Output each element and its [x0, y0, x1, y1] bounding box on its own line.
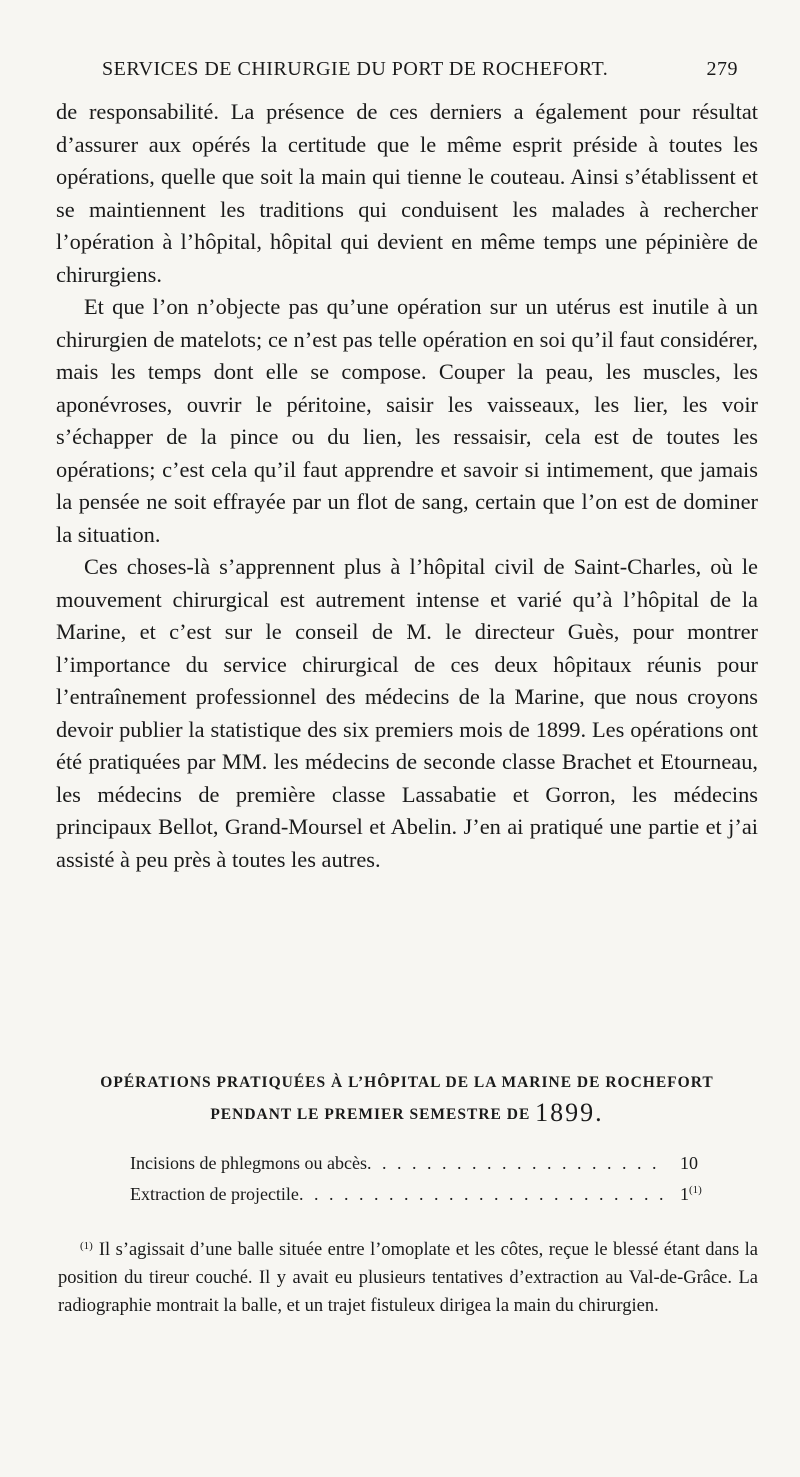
running-head: [62, 58, 738, 88]
operation-count: [666, 1177, 740, 1208]
dot-leader: [367, 1150, 666, 1177]
table-title: [56, 1068, 758, 1130]
operation-label: Incisions de phlegmons ou abcès: [130, 1153, 367, 1173]
operation-count-value: 1: [680, 1184, 689, 1204]
table-title-year: 1899.: [535, 1098, 604, 1127]
list-item: [130, 1177, 740, 1208]
operation-count-value: 10: [680, 1153, 698, 1173]
operations-list: [130, 1150, 740, 1208]
footnote: [58, 1232, 758, 1320]
footnote-paragraph: [58, 1232, 758, 1320]
body-text: [56, 96, 758, 876]
table-title-line-1: OPÉRATIONS PRATIQUÉES À L’HÔPITAL DE LA MARINE DE ROCHEFORT: [100, 1074, 714, 1091]
footnote-marker: (1): [80, 1240, 93, 1252]
paragraph-1: de responsabilité. La présence de ces derniers a également pour résultat d’assurer aux opérés la certitude que le même esprit préside à toutes les opérations, quelle que soit la main qui tienne le couteau. Ainsi s’établissent et se maintiennent les traditions qui conduisent les malades à rechercher l’opération à l’hôpital, hôpital qui devient en même temps une pépinière de chirurgiens.: [56, 99, 758, 287]
operation-count: [666, 1150, 740, 1177]
paragraph-3: Ces choses-là s’apprennent plus à l’hôpital civil de Saint-Charles, où le mouvement chirurgical est autrement intense et varié qu’à l’hôpital de la Marine, et c’est sur le conseil de M. le directeur Guès, pour montrer l’importance du service chirurgical de ces deux hôpitaux réunis pour l’entraînement professionnel des médecins de la Marine, que nous croyons devoir publier la statistique des six premiers mois de 1899. Les opérations ont été pratiquées par MM. les médecins de seconde classe Brachet et Etourneau, les médecins de première classe Lassabatie et Gorron, les médecins principaux Bellot, Grand-Moursel et Abelin. J’en ai pratiqué une partie et j’ai assisté à peu près à toutes les autres.: [56, 554, 758, 872]
footnote-text: Il s’agissait d’une balle située entre l’omoplate et les côtes, reçue le blessé étant dans la position du tireur couché. Il y avait eu plusieurs tentatives d’extraction au Val-de-Grâce. La radiographie montrait la balle, et un trajet fistuleux dirigea la main du chirurgien.: [58, 1240, 758, 1316]
page-number: 279: [706, 58, 738, 80]
table-title-period: PENDANT LE PREMIER SEMESTRE DE: [210, 1106, 531, 1123]
table-title-line-2: [56, 1098, 758, 1130]
footnote-reference: (1): [689, 1184, 702, 1196]
operation-label: Extraction de projectile: [130, 1184, 299, 1204]
paragraph-2: Et que l’on n’objecte pas qu’une opération sur un utérus est inutile à un chirurgien de matelots; ce n’est pas telle opération en soi qu’il faut considérer, mais les temps dont elle se compose. Couper la peau, les muscles, les aponévroses, ouvrir le péritoine, saisir les vaisseaux, les lier, les voir s’échapper de la pince ou du lien, les ressaisir, cela est de toutes les opérations; c’est cela qu’il faut apprendre et savoir si intimement, que jamais la pensée ne soit effrayée par un flot de sang, certain que l’on est de dominer la situation.: [56, 294, 758, 547]
dot-leader: [299, 1181, 666, 1208]
list-item: [130, 1150, 740, 1177]
running-head-title: SERVICES DE CHIRURGIE DU PORT DE ROCHEFORT.: [102, 58, 609, 80]
